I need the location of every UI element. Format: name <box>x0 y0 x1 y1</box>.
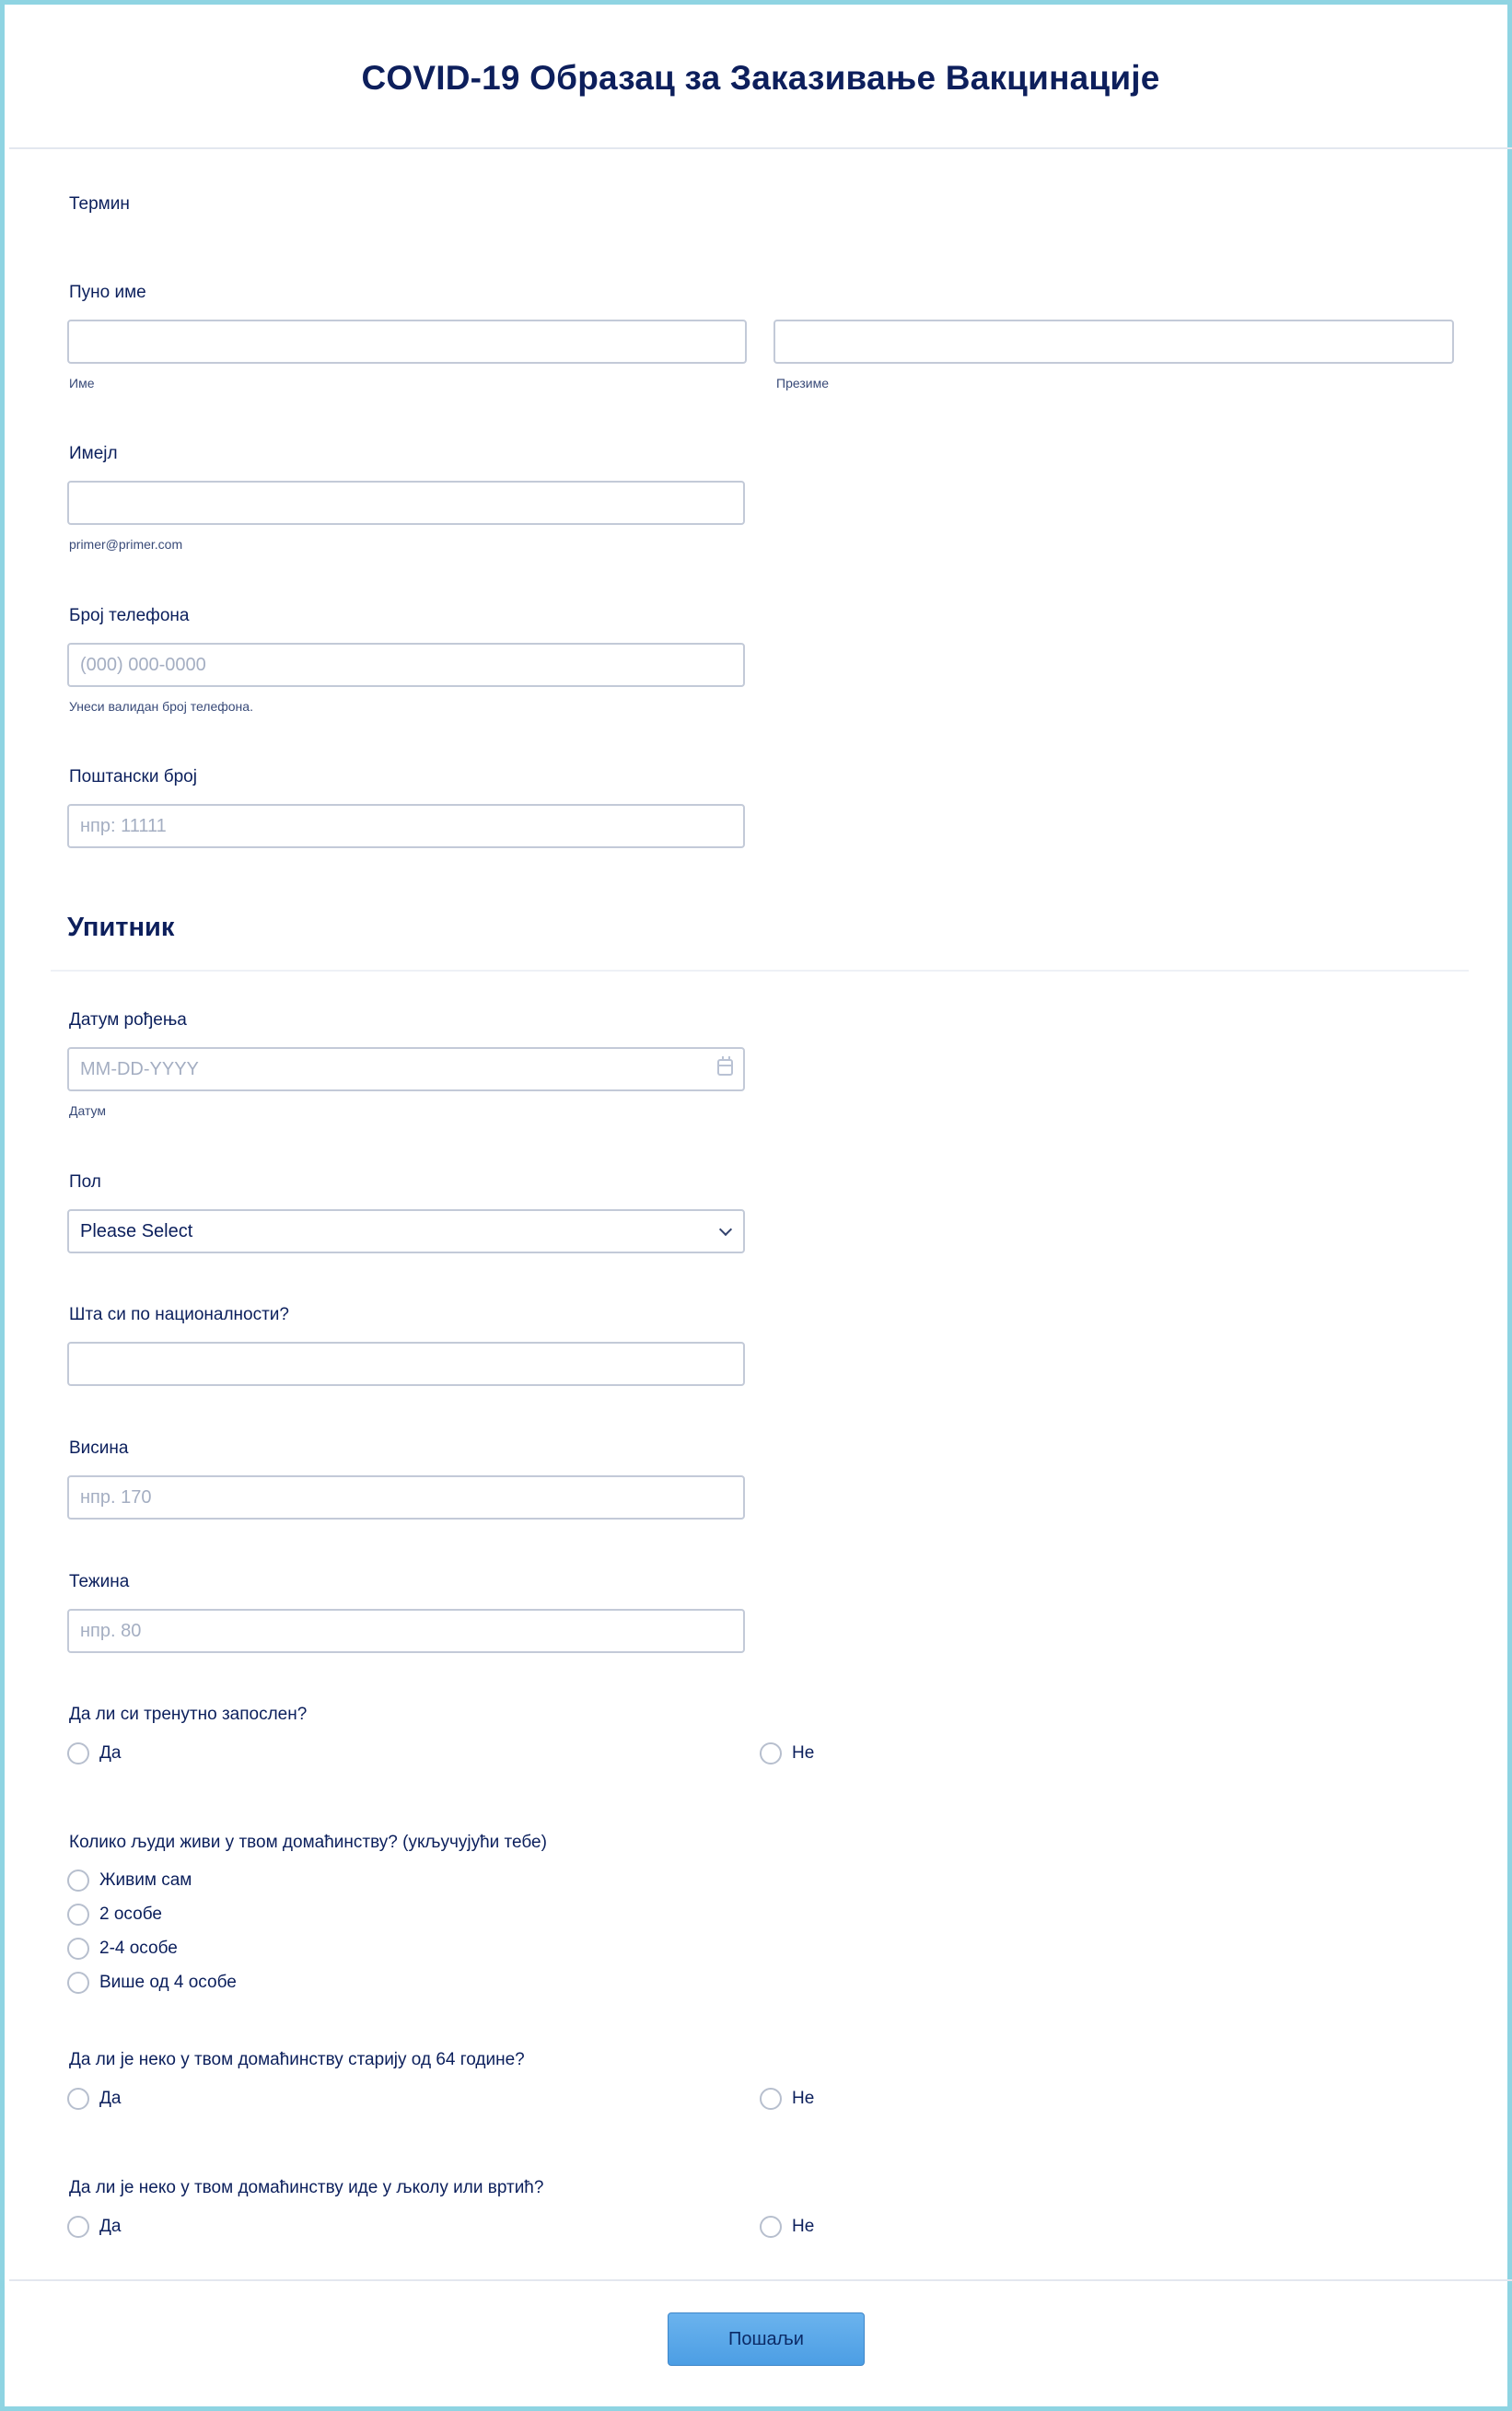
last-name-input[interactable] <box>773 320 1454 364</box>
nationality-input[interactable] <box>67 1342 745 1386</box>
dob-sublabel: Датум <box>69 1103 106 1118</box>
height-input[interactable] <box>67 1475 745 1520</box>
dob-input[interactable] <box>67 1047 745 1091</box>
option-label: Да <box>99 2217 122 2236</box>
option-label: Више од 4 особе <box>99 1973 237 1992</box>
option-label: 2-4 особе <box>99 1939 178 1958</box>
older64-option-no[interactable] <box>760 2088 814 2110</box>
gender-selected-value: Please Select <box>80 1220 193 1241</box>
school-option-no[interactable] <box>760 2216 814 2238</box>
older64-label: Да ли је неко у твом домаћинству старију од 64 године? <box>69 2050 525 2069</box>
full-name-label: Пуно име <box>69 283 146 302</box>
household-option-more-four[interactable] <box>67 1972 237 1994</box>
dob-field <box>67 1047 745 1091</box>
radio-button[interactable] <box>67 1869 89 1892</box>
radio-button[interactable] <box>67 1972 89 1994</box>
household-option-two[interactable] <box>67 1904 162 1926</box>
radio-button[interactable] <box>67 1938 89 1960</box>
option-label: Не <box>792 2217 815 2236</box>
nationality-label: Шта си по националности? <box>69 1305 289 1324</box>
postal-label: Поштански број <box>69 767 197 786</box>
employed-label: Да ли си тренутно запослен? <box>69 1705 308 1724</box>
employed-option-no[interactable] <box>760 1742 814 1765</box>
calendar-icon[interactable] <box>717 1059 733 1076</box>
email-input[interactable] <box>67 481 745 525</box>
radio-button[interactable] <box>67 2216 89 2238</box>
radio-button[interactable] <box>67 1742 89 1765</box>
last-name-sublabel: Презиме <box>776 376 829 390</box>
option-label: Живим сам <box>99 1870 192 1890</box>
option-label: Не <box>792 2089 815 2108</box>
option-label: 2 особе <box>99 1904 162 1924</box>
option-label: Да <box>99 2089 122 2108</box>
questionnaire-title: Упитник <box>67 913 175 942</box>
form-title: COVID-19 Образац за Заказивање Вакцинације <box>361 59 1160 97</box>
section-divider <box>51 970 1469 972</box>
chevron-down-icon <box>719 1223 732 1236</box>
household-option-alone[interactable] <box>67 1869 192 1892</box>
phone-sublabel: Унеси валидан број телефона. <box>69 699 253 714</box>
option-label: Не <box>792 1743 815 1763</box>
form-header <box>9 9 1512 149</box>
postal-input[interactable] <box>67 804 745 848</box>
appointment-label: Термин <box>69 194 130 214</box>
height-label: Висина <box>69 1438 129 1458</box>
household-option-two-four[interactable] <box>67 1938 178 1960</box>
submit-button[interactable]: Пошаљи <box>668 2312 865 2366</box>
radio-button[interactable] <box>67 1904 89 1926</box>
phone-input[interactable] <box>67 643 745 687</box>
older64-option-yes[interactable] <box>67 2088 121 2110</box>
weight-input[interactable] <box>67 1609 745 1653</box>
email-label: Имејл <box>69 444 118 463</box>
radio-button[interactable] <box>67 2088 89 2110</box>
gender-label: Пол <box>69 1172 101 1192</box>
school-label: Да ли је неко у твом домаћинству иде у љколу или вртић? <box>69 2178 544 2197</box>
gender-select[interactable] <box>67 1209 745 1253</box>
footer-divider <box>9 2279 1512 2281</box>
radio-button[interactable] <box>760 2216 782 2238</box>
employed-option-yes[interactable] <box>67 1742 121 1765</box>
email-sublabel: primer@primer.com <box>69 537 183 552</box>
phone-label: Број телефона <box>69 606 190 625</box>
first-name-sublabel: Име <box>69 376 95 390</box>
household-label: Колико људи живи у твом домаћинству? (укључујући тебе) <box>69 1833 547 1852</box>
dob-label: Датум рођења <box>69 1010 187 1030</box>
radio-button[interactable] <box>760 2088 782 2110</box>
school-option-yes[interactable] <box>67 2216 121 2238</box>
option-label: Да <box>99 1743 122 1763</box>
weight-label: Тежина <box>69 1572 130 1591</box>
first-name-input[interactable] <box>67 320 747 364</box>
radio-button[interactable] <box>760 1742 782 1765</box>
